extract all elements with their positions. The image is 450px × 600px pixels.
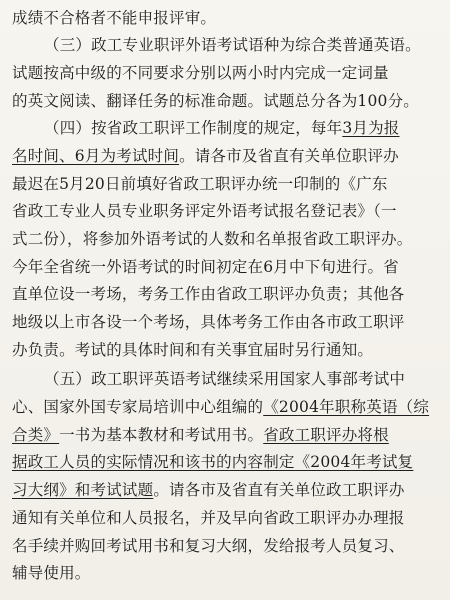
text-line [12,201,397,221]
text-line [12,284,405,304]
text-segment: 试题按高中级的不同要求分别以两小时内完成一定词量 [12,64,389,82]
text-segment: 名手续并购回考试用书和复习大纲，发给报考人员复习、 [12,537,405,555]
text-segment: 办负责。考试的具体时间和有关事宜届时另行通知。 [12,341,374,359]
text-line [12,452,413,472]
text-segment: 成绩不合格者不能申报评审。 [12,9,217,27]
underlined-text: 省政工职评办将根 [263,426,389,444]
text-segment: 地级以上市各设一个考场，具体考务工作由各市政工职评 [12,313,405,331]
text-line [12,174,388,194]
text-line [12,536,405,556]
text-segment: （四）按省政工职评工作制度的规定，每年 [44,119,343,137]
text-line [44,118,399,138]
underlined-text: 3月为报 [342,119,400,137]
text-segment: 。请各市及省直有关单位政工职评办 [153,481,405,499]
text-segment: 最迟在5月20日前填好省政工职评办统一印制的《广东 [12,175,388,193]
text-line [12,91,419,111]
text-segment: 今年全省统一外语考试的时间初定在6月中下旬进行。省 [12,258,399,276]
text-line [12,397,429,417]
text-segment: 。请各市及省直有关单位职评办 [179,147,399,165]
underlined-text: 《2004年职称英语（综 [263,398,430,416]
underlined-text: 据政工人员的实际情况和该书的内容制定《2004年考试复 [12,453,414,471]
text-line [12,563,91,583]
text-line [12,8,216,28]
text-line [12,63,389,83]
underlined-text: 习大纲》和考试试题 [12,481,154,499]
text-segment: （三）政工专业职评外语考试语种为综合类普通英语。 [44,36,421,54]
text-segment: 辅导使用。 [12,564,91,582]
text-segment: 式二份），将参加外语考试的人数和名单报省政工职评办。 [12,230,413,248]
text-segment: 省政工专业人员专业职务评定外语考试报名登记表》（一 [12,202,397,220]
text-segment: 直单位设一考场，考务工作由省政工职评办负责；其他各 [12,285,405,303]
text-line [12,312,405,332]
underlined-text: 合类》 [12,426,60,444]
text-line [12,425,389,445]
text-line [12,480,405,500]
text-line [12,257,399,277]
text-line [12,508,405,528]
underlined-text: 名时间、6月为考试时间 [12,147,180,165]
text-line [44,35,421,55]
text-line [12,146,399,166]
text-line [12,340,373,360]
text-segment: 通知有关单位和人员报名，并及早向省政工职评办办理报 [12,509,405,527]
text-segment: （五）政工职评英语考试继续采用国家人事部考试中 [44,370,406,388]
text-segment: 一书为基本教材和考试用书。 [59,426,264,444]
text-line [12,229,412,249]
text-line [44,369,405,389]
text-segment: 的英文阅读、翻译任务的标准命题。试题总分各为100分。 [12,92,419,110]
text-segment: 心、国家外国专家局培训中心组编的 [12,398,264,416]
